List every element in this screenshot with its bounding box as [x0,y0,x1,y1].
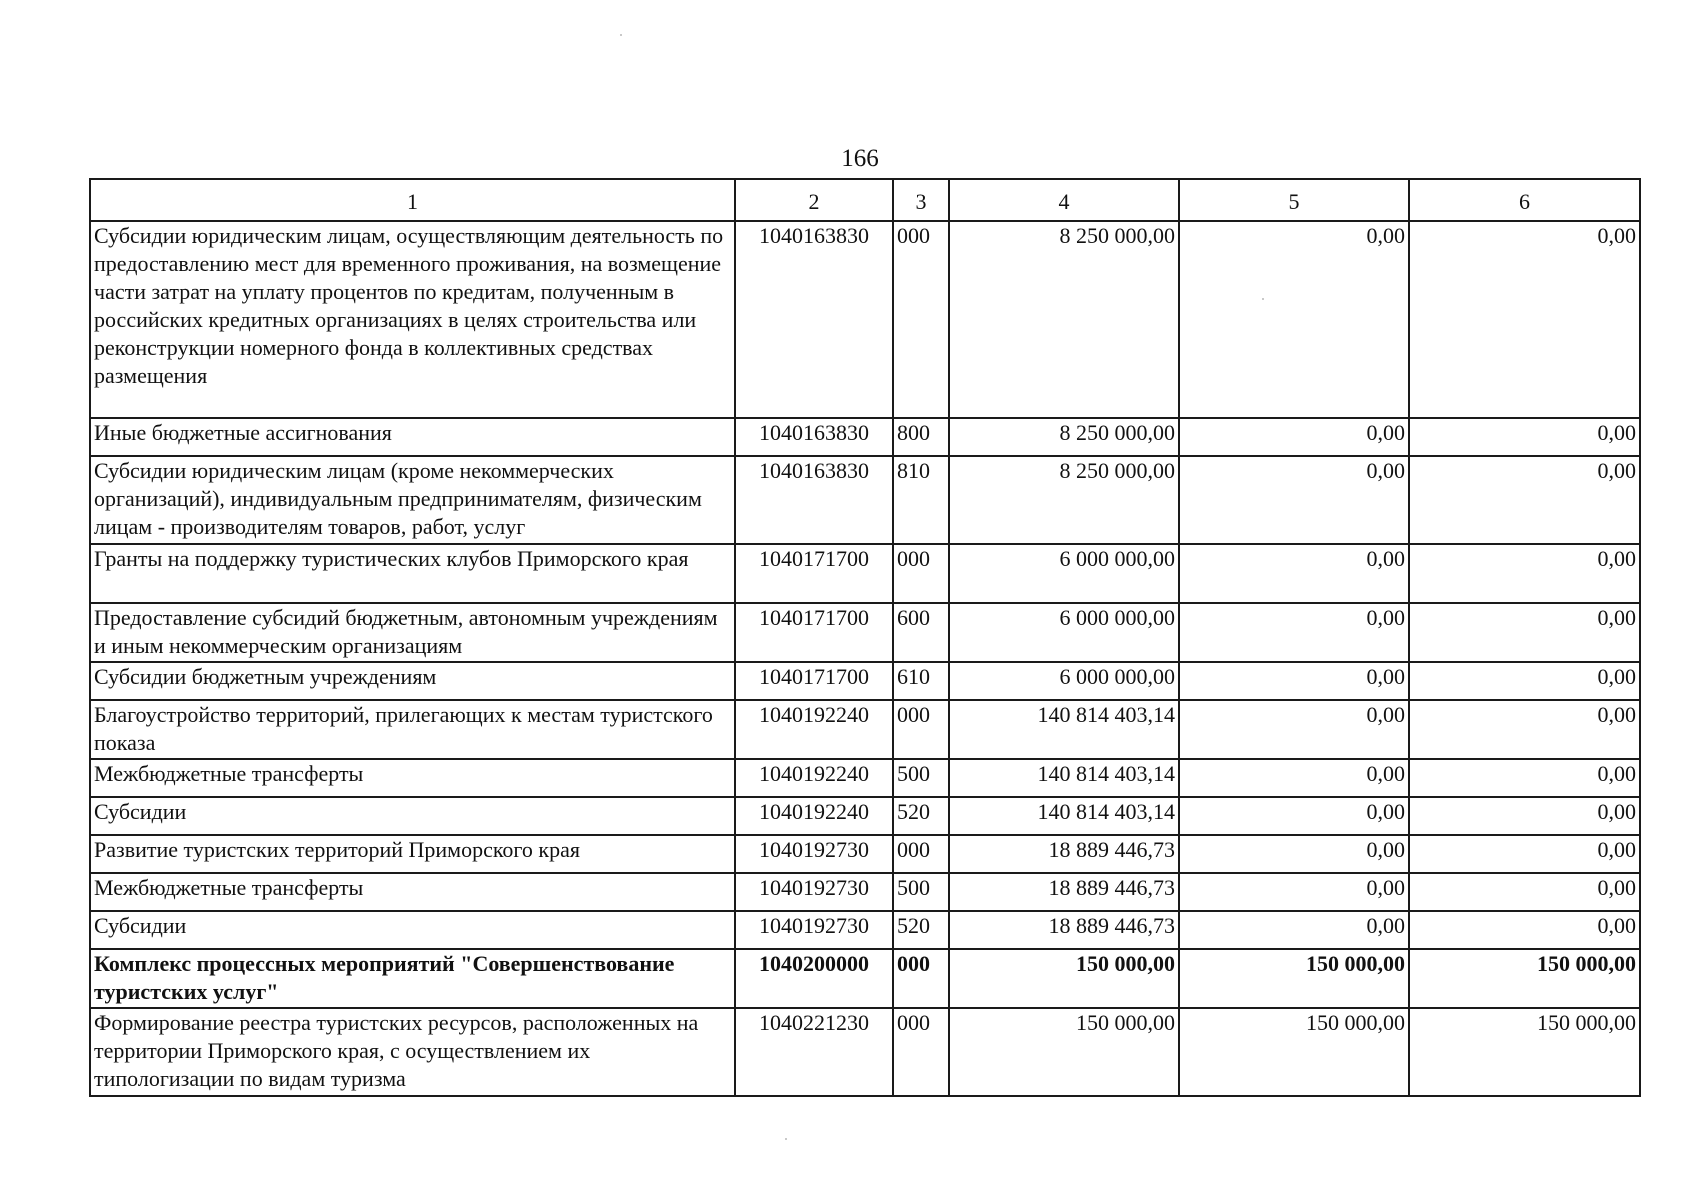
scan-speck [620,34,622,36]
column-header-6: 6 [1409,179,1640,221]
row-name: Субсидии бюджетным учреждениям [90,662,735,700]
table-row [90,544,1640,603]
row-value-col6: 0,00 [1409,456,1640,544]
row-value-col4: 8 250 000,00 [949,418,1179,456]
row-value-col4: 8 250 000,00 [949,456,1179,544]
row-code: 1040171700 [735,544,893,603]
row-type: 500 [893,759,949,797]
row-value-col6: 0,00 [1409,759,1640,797]
table-row [90,700,1640,759]
page-number: 166 [841,145,879,172]
table-row [90,662,1640,700]
row-code: 1040192240 [735,759,893,797]
row-value-col4: 150 000,00 [949,949,1179,1008]
budget-table [89,178,1641,1097]
row-code: 1040163830 [735,418,893,456]
row-code: 1040192730 [735,911,893,949]
row-name: Формирование реестра туристских ресурсов, расположенных на территории Приморского края, с осуществлением их типологизации по видам туризма [90,1008,735,1096]
table-row [90,797,1640,835]
column-header-2: 2 [735,179,893,221]
row-value-col5: 0,00 [1179,835,1409,873]
row-type: 500 [893,873,949,911]
row-value-col6: 0,00 [1409,873,1640,911]
table-body [90,221,1640,1096]
row-value-col5: 0,00 [1179,662,1409,700]
row-value-col4: 150 000,00 [949,1008,1179,1096]
row-name: Субсидии юридическим лицам (кроме некоммерческих организаций), индивидуальным предпринимателям, физическим лицам - производителям товаров, работ, услуг [90,456,735,544]
row-code: 1040221230 [735,1008,893,1096]
row-type: 520 [893,911,949,949]
row-name: Субсидии [90,911,735,949]
row-value-col6: 0,00 [1409,418,1640,456]
row-name: Иные бюджетные ассигнования [90,418,735,456]
row-value-col5: 0,00 [1179,456,1409,544]
row-type: 000 [893,544,949,603]
row-value-col6: 0,00 [1409,700,1640,759]
row-value-col5: 150 000,00 [1179,1008,1409,1096]
row-value-col4: 6 000 000,00 [949,603,1179,662]
row-type: 000 [893,1008,949,1096]
row-value-col6: 150 000,00 [1409,1008,1640,1096]
row-value-col6: 0,00 [1409,797,1640,835]
row-type: 000 [893,949,949,1008]
row-value-col5: 0,00 [1179,418,1409,456]
row-name: Межбюджетные трансферты [90,873,735,911]
row-value-col4: 140 814 403,14 [949,700,1179,759]
row-code: 1040200000 [735,949,893,1008]
row-name: Предоставление субсидий бюджетным, автономным учреждениям и иным некоммерческим организациям [90,603,735,662]
header-row [90,179,1640,221]
row-value-col5: 0,00 [1179,603,1409,662]
row-value-col5: 0,00 [1179,221,1409,418]
row-value-col5: 0,00 [1179,873,1409,911]
row-value-col6: 0,00 [1409,544,1640,603]
row-name: Благоустройство территорий, прилегающих к местам туристского показа [90,700,735,759]
table-row [90,873,1640,911]
row-value-col4: 18 889 446,73 [949,835,1179,873]
row-value-col5: 0,00 [1179,911,1409,949]
row-value-col4: 6 000 000,00 [949,662,1179,700]
column-header-5: 5 [1179,179,1409,221]
row-type: 800 [893,418,949,456]
table-row [90,221,1640,418]
row-code: 1040163830 [735,221,893,418]
row-type: 600 [893,603,949,662]
row-code: 1040192730 [735,835,893,873]
row-value-col4: 18 889 446,73 [949,873,1179,911]
row-value-col5: 0,00 [1179,797,1409,835]
row-name: Гранты на поддержку туристических клубов Приморского края [90,544,735,603]
row-value-col4: 140 814 403,14 [949,797,1179,835]
row-code: 1040192730 [735,873,893,911]
row-type: 610 [893,662,949,700]
table-row [90,911,1640,949]
column-header-4: 4 [949,179,1179,221]
row-name: Комплекс процессных мероприятий "Совершенствование туристских услуг" [90,949,735,1008]
table-row [90,456,1640,544]
row-name: Развитие туристских территорий Приморского края [90,835,735,873]
row-value-col4: 140 814 403,14 [949,759,1179,797]
row-value-col4: 18 889 446,73 [949,911,1179,949]
table-row [90,949,1640,1008]
row-value-col4: 8 250 000,00 [949,221,1179,418]
row-value-col6: 0,00 [1409,835,1640,873]
row-value-col5: 0,00 [1179,544,1409,603]
row-value-col6: 150 000,00 [1409,949,1640,1008]
column-header-3: 3 [893,179,949,221]
column-header-1: 1 [90,179,735,221]
row-name: Субсидии юридическим лицам, осуществляющим деятельность по предоставлению мест для временного проживания, на возмещение части затрат на уплату процентов по кредитам, полученным в российских кредитных организациях в целях строительства или реконструкции номерного фонда в коллективных средствах размещения [90,221,735,418]
row-type: 000 [893,700,949,759]
scan-speck [1262,298,1264,300]
row-code: 1040163830 [735,456,893,544]
table-row [90,1008,1640,1096]
row-code: 1040171700 [735,662,893,700]
table-row [90,418,1640,456]
row-type: 810 [893,456,949,544]
table-row [90,759,1640,797]
row-value-col5: 0,00 [1179,759,1409,797]
row-value-col5: 150 000,00 [1179,949,1409,1008]
row-value-col4: 6 000 000,00 [949,544,1179,603]
scan-speck [785,1138,787,1140]
row-name: Субсидии [90,797,735,835]
row-value-col5: 0,00 [1179,700,1409,759]
row-value-col6: 0,00 [1409,662,1640,700]
row-type: 000 [893,835,949,873]
row-code: 1040171700 [735,603,893,662]
row-value-col6: 0,00 [1409,603,1640,662]
row-type: 000 [893,221,949,418]
table-row [90,603,1640,662]
table-row [90,835,1640,873]
row-code: 1040192240 [735,797,893,835]
row-value-col6: 0,00 [1409,911,1640,949]
row-value-col6: 0,00 [1409,221,1640,418]
row-name: Межбюджетные трансферты [90,759,735,797]
row-code: 1040192240 [735,700,893,759]
row-type: 520 [893,797,949,835]
